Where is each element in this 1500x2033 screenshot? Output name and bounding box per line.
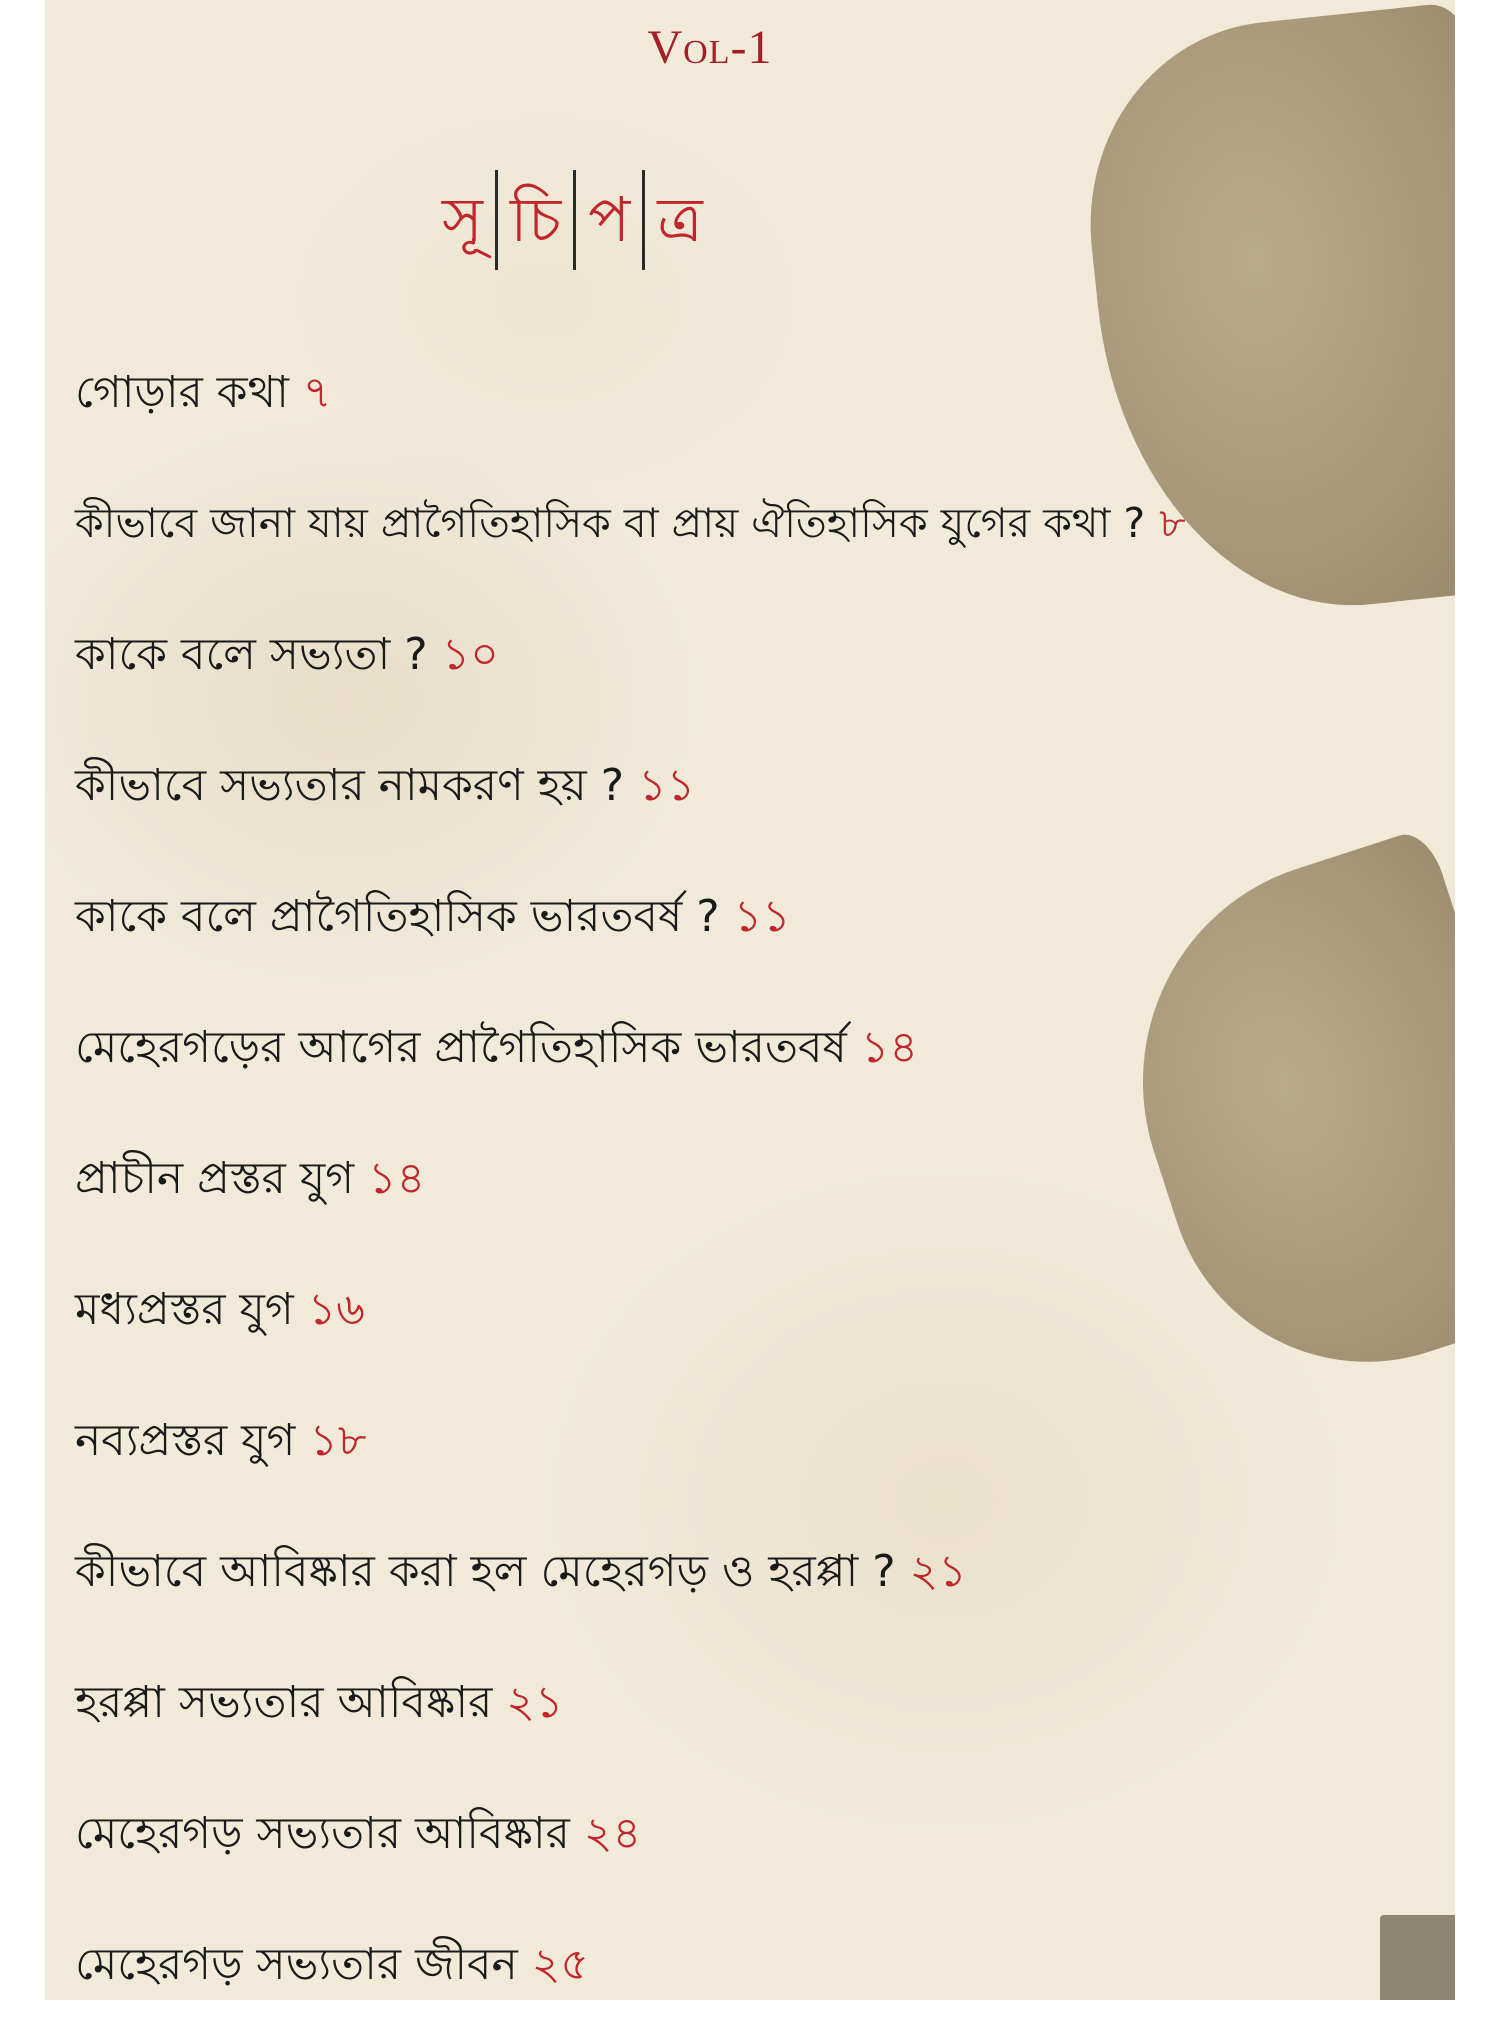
toc-entry-title: কাকে বলে সভ্যতা ? [75,629,428,680]
toc-entry-title: মেহেরগড়ের আগের প্রাগৈতিহাসিক ভারতবর্ষ [75,1022,847,1073]
toc-entry-title: মধ্যপ্রস্তর যুগ [75,1284,294,1335]
toc-entry-title: নব্যপ্রস্তর যুগ [75,1415,296,1466]
toc-entry-page: ১৮ [309,1415,367,1466]
toc-entry-title: হরপ্পা সভ্যতার আবিষ্কার [75,1677,493,1728]
toc-entry-page: ১৪ [860,1022,918,1073]
toc-entry[interactable] [75,1640,1425,1771]
toc-entry-page: ২১ [909,1546,967,1597]
toc-entry-page: ৭ [302,367,332,418]
toc-entry[interactable] [75,461,1425,592]
title-part: সূ [442,183,483,256]
toc-entry-title: প্রাচীন প্রস্তর যুগ [75,1153,355,1204]
toc-entry[interactable] [75,1378,1425,1509]
toc-entry-title: কাকে বলে প্রাগৈতিহাসিক ভারতবর্ষ ? [75,891,720,942]
table-of-contents [75,330,1425,2033]
contents-title [430,170,715,270]
toc-entry-title: কীভাবে আবিষ্কার করা হল মেহেরগড় ও হরপ্পা ? [75,1546,896,1597]
toc-entry[interactable] [75,985,1425,1116]
toc-entry-page: ২৪ [583,1808,642,1859]
toc-entry-page: ১৬ [307,1284,365,1335]
toc-entry-page: ২১ [506,1677,564,1728]
toc-entry[interactable] [75,1771,1425,1902]
toc-entry-title: কীভাবে সভ্যতার নামকরণ হয় ? [75,760,625,811]
toc-entry-page: ১৪ [368,1153,426,1204]
title-part: ত্র [657,183,703,256]
title-part: চি [509,183,562,256]
toc-entry[interactable] [75,1509,1425,1640]
toc-entry[interactable] [75,1116,1425,1247]
toc-entry[interactable] [75,330,1425,461]
toc-entry-page: ১১ [638,760,696,811]
title-part: প [588,183,631,256]
toc-entry-title: মেহেরগড় সভ্যতার জীবন [75,1939,518,1990]
toc-entry-title: গোড়ার কথা [75,367,289,418]
toc-entry[interactable] [75,1247,1425,1378]
toc-entry-page: ১০ [441,629,499,680]
toc-entry-page: ৮ [1159,499,1186,547]
toc-entry[interactable] [75,1902,1425,2033]
volume-label: Vol-1 [647,21,773,74]
toc-entry-page: ১১ [733,891,791,942]
toc-entry-title: কীভাবে জানা যায় প্রাগৈতিহাসিক বা প্রায় ঐতিহাসিক যুগের কথা ? [75,499,1146,547]
toc-entry[interactable] [75,723,1425,854]
toc-entry-title: মেহেরগড় সভ্যতার আবিষ্কার [75,1808,570,1859]
toc-entry-page: ২৫ [531,1939,589,1990]
toc-entry[interactable] [75,854,1425,985]
toc-entry[interactable] [75,592,1425,723]
